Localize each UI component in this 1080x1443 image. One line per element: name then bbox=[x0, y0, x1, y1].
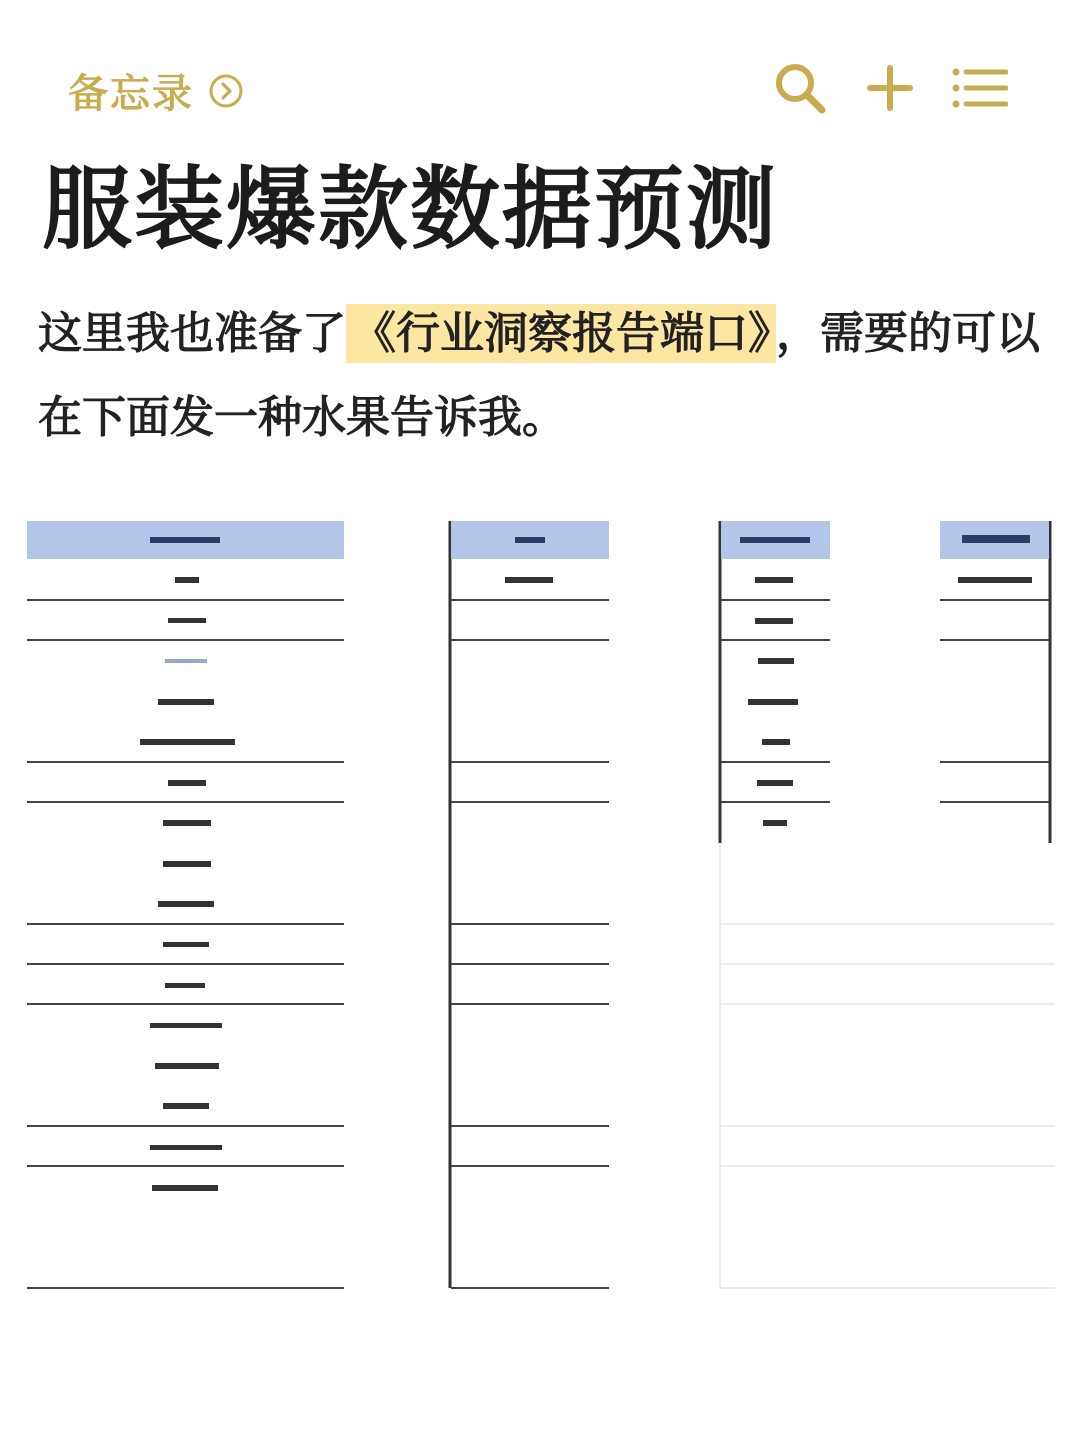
top-bar bbox=[0, 0, 1080, 150]
col4-cell-text bbox=[958, 577, 1032, 583]
body-text-before: 这里我也准备了 bbox=[38, 308, 346, 359]
body-paragraph bbox=[38, 292, 1048, 460]
body-text-after: ，需要的可以在下面发一种水果告诉我。 bbox=[38, 308, 1040, 443]
search-icon[interactable] bbox=[770, 58, 830, 118]
col4-header-text bbox=[962, 535, 1030, 543]
page-title: 服装爆款数据预测 bbox=[42, 157, 778, 262]
spreadsheet-image bbox=[0, 515, 1080, 1305]
list-icon[interactable] bbox=[948, 58, 1008, 118]
col2-header-text bbox=[515, 537, 545, 543]
back-button[interactable] bbox=[68, 62, 244, 119]
spreadsheet-grid bbox=[0, 515, 1080, 1305]
col3-header-text bbox=[740, 537, 810, 543]
col1-header-text bbox=[150, 537, 220, 543]
col2-cell-text bbox=[505, 577, 553, 583]
chevron-right-circle-icon bbox=[208, 73, 244, 109]
back-label: 备忘录 bbox=[68, 71, 194, 117]
plus-icon[interactable] bbox=[860, 58, 920, 118]
highlighted-report-name: 《行业洞察报告端口》 bbox=[346, 304, 776, 363]
